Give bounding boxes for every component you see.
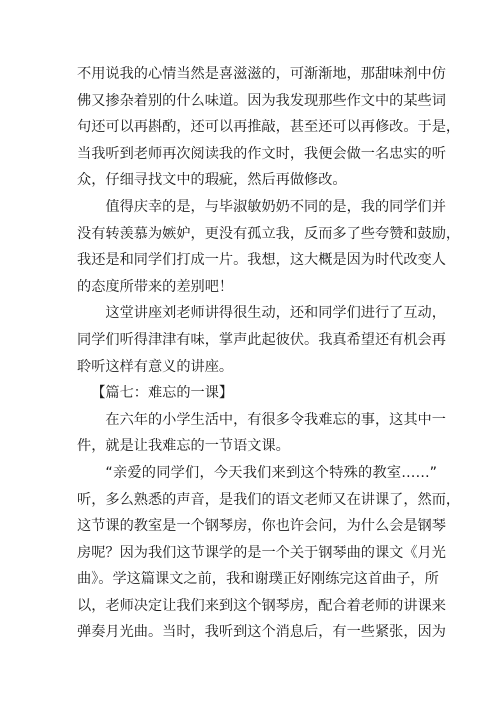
text-line: 没有转羡慕为嫉妒，更没有孤立我，反而多了些夸赞和鼓励，: [77, 225, 461, 242]
text-line: 值得庆幸的是，与毕淑敏奶奶不同的是，我的同学们并: [105, 198, 446, 215]
text-line: 聆听这样有意义的讲座。: [77, 358, 234, 375]
text-line: 众，仔细寻找文中的瑕疵，然后再做修改。: [77, 172, 347, 189]
text-line: 件，就是让我难忘的一节语文课。: [77, 438, 290, 455]
text-line: 房呢？因为我们这节课学的是一个关于钢琴曲的课文《月光: [77, 544, 446, 561]
text-line: 句还可以再斟酌，还可以再推敲，甚至还可以再修改。于是，: [77, 119, 461, 136]
text-line: “亲爱的同学们，今天我们来到这个特殊的教室……”: [105, 464, 437, 481]
section-heading: 【篇七：难忘的一课】: [91, 385, 234, 402]
text-line: 的态度所带来的差别吧！: [77, 278, 234, 295]
text-line: 当我听到老师再次阅读我的作文时，我便会做一名忠实的听: [77, 145, 446, 162]
text-line: 我还是和同学们打成一片。我想，这大概是因为时代改变人: [77, 252, 446, 269]
text-line: 不用说我的心情当然是喜滋滋的，可渐渐地，那甜味剂中仿: [77, 66, 446, 82]
body-text: [77, 61, 461, 646]
text-line: 这节课的教室是一个钢琴房，你也许会问，为什么会是钢琴: [77, 518, 446, 535]
text-line: 同学们听得津津有味，掌声此起彼伏。我真希望还有机会再: [77, 331, 446, 348]
text-line: 以，老师决定让我们来到这个钢琴房，配合着老师的讲课来: [77, 597, 446, 614]
text-line: 佛又掺杂着别的什么味道。因为我发现那些作文中的某些词: [77, 92, 446, 109]
text-line: 在六年的小学生活中，有很多令我难忘的事，这其中一: [105, 411, 446, 428]
text-line: 这堂讲座刘老师讲得很生动，还和同学们进行了互动，: [105, 305, 446, 322]
text-line: 曲》。学这篇课文之前，我和谢璞正好刚练完这首曲子，所: [77, 571, 439, 588]
text-line: 弹奏月光曲。当时，我听到这个消息后，有一些紧张，因为: [77, 624, 446, 641]
text-line: 听，多么熟悉的声音，是我们的语文老师又在讲课了，然而，: [77, 491, 461, 508]
